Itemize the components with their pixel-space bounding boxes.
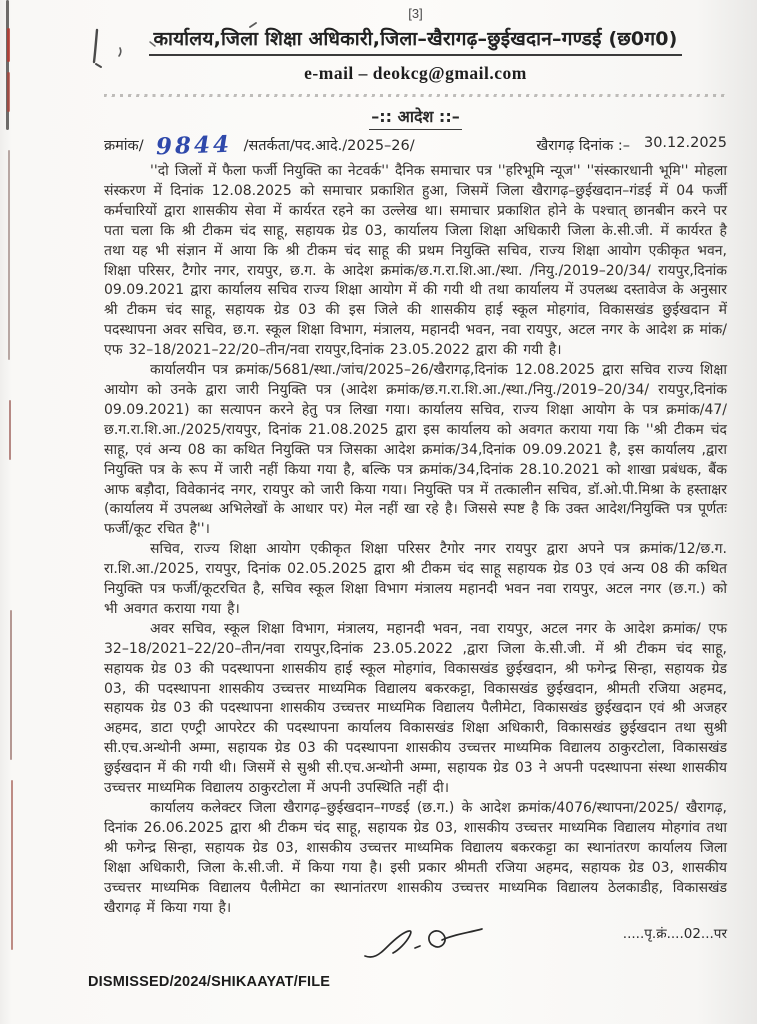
- order-heading: –:: आदेश ::–: [369, 105, 461, 130]
- order-paragraph: अवर सचिव, स्कूल शिक्षा विभाग, मंत्रालय, महानदी भवन, नवा रायपुर, अटल नगर के आदेश क्रमांक/ एफ 32–18/2021–22/20–तीन/नवा रायपुर,दिनांक 23.05.2022 ,द्वारा जिला के.सी.जी. में श्री टीकम चंद साहू, सहायक ग्रेड 03 की पदस्थापना शासकीय हाई स्कूल मोहगांव, विकासखंड छुईखदान, श्री फगेन्द्र सिन्हा, सहायक ग्रेड 03, की पदस्थापना शासकीय उच्चत्तर माध्यमिक विद्यालय बकरकट्टा, विकासखंड छुईखदान, श्रीमती रजिया अहमद, सहायक ग्रेड 03 की पदस्थापना शासकीय उच्चत्तर माध्यमिक विद्यालय पैलीमेटा, विकासखंड छुईखदान एवं श्री अजहर अहमद, डाटा एण्ट्री आपरेटर की पदस्थापना कार्यालय विकासखंड शिक्षा अधिकारी, विकासखंड छुईखदान तथा सुश्री सी.एच.अन्थोनी अम्मा, सहायक ग्रेड 03 की पदस्थापना शासकीय उच्चत्तर माध्यमिक विद्यालय ठाकुरटोला, विकासखंड छुईखदान में की गयी थी। जिसमें से सुश्री सी.एच.अन्थोनी अम्मा, सहायक ग्रेड 03 ने अपनी पदस्थापना संस्था शासकीय उच्चत्तर माध्यमिक विद्यालय ठाकुरटोला में अपनी उपस्थिति नहीं दी।: [104, 620, 727, 797]
- scan-edge-marks-icon: [11, 780, 13, 950]
- order-paragraph: कार्यालयीन पत्र क्रमांक/5681/स्था./जांच/2025–26/खैरागढ़,दिनांक 12.08.2025 द्वारा सचिव राज्य शिक्षा आयोग को उनके द्वारा जारी नियुक्ति पत्र (आदेश क्रमांक/छ.ग.रा.शि.आ./स्था./नियु./2019–20/34/ रायपुर,दिनांक 09.09.2021) का सत्यापन करने हेतु पत्र लिखा गया। कार्यालय सचिव, राज्य शिक्षा आयोग के पत्र क्रमांक/47/छ.ग.रा.शि.आ./2025/रायपुर, दिनांक 21.08.2025 द्वारा इस कार्यालय को अवगत कराया गया कि ''श्री टीकम चंद साहू, एवं अन्य 08 का कथित नियुक्ति पत्र जिसका आदेश क्रमांक/34,दिनांक 09.09.2021 है, इस कार्यालय ,द्वारा नियुक्ति पत्र के रूप में जारी नहीं किया गया है, बल्कि पत्र क्रमांक/34,दिनांक 28.10.2021 को शाखा प्रबंधक, बैंक आफ बड़ौदा, विवेकानंद नगर, रायपुर को जारी किया गया। नियुक्ति पत्र में तत्कालीन सचिव, डॉ.ओ.पी.मिश्रा के हस्ताक्षर (कार्यालय में उपलब्ध अभिलेखों के आधार पर) मेल नहीं खा रहे है। जिससे स्पष्ट है कि उक्त आदेश/नियुक्ति पत्र पूर्णतः फर्जी/कूट रचित है''।: [104, 362, 727, 538]
- reference-prefix: क्रमांक/: [104, 138, 144, 154]
- reference-line: [104, 130, 727, 161]
- page-number: [3]: [408, 6, 423, 21]
- office-title: कार्यालय,जिला शिक्षा अधिकारी,जिला–खैरागढ़–छुईखदान–गण्डई (छ0ग0): [149, 25, 681, 56]
- reference-suffix: /सतर्कता/पद.आदे./2025–26/: [243, 138, 415, 154]
- document-content: [88, 6, 727, 991]
- handwritten-serial-number: 9844: [155, 130, 233, 161]
- place-date-label: खैरागढ़ दिनांक :–: [536, 138, 630, 154]
- scan-edge-marks-icon: [10, 610, 12, 760]
- order-paragraph: सचिव, राज्य शिक्षा आयोग एकीकृत शिक्षा परिसर टैगोर नगर रायपुर द्वारा अपने पत्र क्रमांक/12/छ.ग. रा.शि.आ./2025, रायपुर, दिनांक 02.05.2025 द्वारा श्री टीकम चंद साहू सहायक ग्रेड 03 एवं अन्य 08 की कथित नियुक्ति पत्र फर्जी/कूटरचित है, सचिव स्कूल शिक्षा विभाग मंत्रालय महानदी भवन नवा रायपुर, अटल नगर (छ.ग.) को भी अवगत कराया गया है।: [104, 541, 727, 617]
- signature-row: [104, 920, 727, 966]
- signature-scribble-icon: [359, 922, 489, 966]
- dashed-separator: [104, 94, 727, 97]
- scan-edge-marks-icon: [9, 400, 11, 460]
- email-line: e-mail – deokcg@gmail.com: [304, 63, 527, 83]
- order-body: [104, 162, 727, 918]
- order-paragraph: कार्यालय कलेक्टर जिला खैरागढ़–छुईखदान–गण्डई (छ.ग.) के आदेश क्रमांक/4076/स्थापना/2025/ खैरागढ़, दिनांक 26.06.2025 द्वारा श्री टीकम चंद साहू, सहायक ग्रेड 03, शासकीय उच्चत्तर माध्यमिक विद्यालय मोहगांव तथा श्री फगेन्द्र सिन्हा, सहायक ग्रेड 03, शासकीय उच्चत्तर माध्यमिक विद्यालय बकरकट्टा का स्थानांतरण कार्यालय जिला शिक्षा अधिकारी, जिला के.सी.जी. में किया गया है। इसी प्रकार श्रीमती रजिया अहमद, सहायक ग्रेड 03, शासकीय उच्चत्तर माध्यमिक विद्यालय पैलीमेटा का स्थानांतरण शासकीय उच्चत्तर माध्यमिक विद्यालय ठेलकाडीह, विकासखंड खैरागढ़ में किया गया है।: [104, 800, 727, 916]
- file-reference: DISMISSED/2024/SHIKAAYAT/FILE: [88, 974, 331, 991]
- order-date: 30.12.2025: [643, 135, 727, 151]
- page-continuation-ref: .....पृ.क्रं....02...पर: [622, 926, 727, 943]
- scan-edge-marks-icon: [8, 150, 10, 360]
- order-paragraph: ''दो जिलों में फैला फर्जी नियुक्ति का नेटवर्क'' दैनिक समाचार पत्र ''हरिभूमि न्यूज'' ''संस्कारधानी भूमि'' मोहला संस्करण में दिनांक 12.08.2025 को समाचार प्रकाशित हुआ, जिसमें जिला खैरागढ़–छुईखदान–गंडई में 04 फर्जी कर्मचारियों द्वारा शासकीय सेवा में कार्यरत रहने का उल्लेख था। समाचार प्रकाशित होने के पश्चात् छानबीन करने पर पता चला कि श्री टीकम चंद साहू, सहायक ग्रेड 03, कार्यालय जिला शिक्षा अधिकारी जिला के.सी.जी. में कार्यरत है तथा यह भी संज्ञान में आया कि श्री टीकम चंद साहू की प्रथम नियुक्ति सचिव, राज्य शिक्षा आयोग एकीकृत भवन, शिक्षा परिसर, टैगोर नगर, रायपुर, छ.ग. के आदेश क्रमांक/छ.ग.रा.शि.आ./स्था. /नियु./2019–20/34/ रायपुर,दिनांक 09.09.2021 द्वारा कार्यालय सचिव राज्य शिक्षा आयोग में की गयी थी तथा कार्यालय में उपलब्ध दस्तावेज के अनुसार श्री टीकम चंद साहू, सहायक ग्रेड 03 की इस जिले की शासकीय हाई स्कूल मोहगांव, विकासखंड छुईखदान में पदस्थापना अवर सचिव, छ.ग. स्कूल शिक्षा विभाग, मंत्रालय, महानदी भवन, नवा रायपुर, अटल नगर के आदेश क्र मांक/ एफ 32–18/2021–22/20–तीन/नवा रायपुर,दिनांक 23.05.2022 द्वारा की गयी है।: [104, 163, 727, 359]
